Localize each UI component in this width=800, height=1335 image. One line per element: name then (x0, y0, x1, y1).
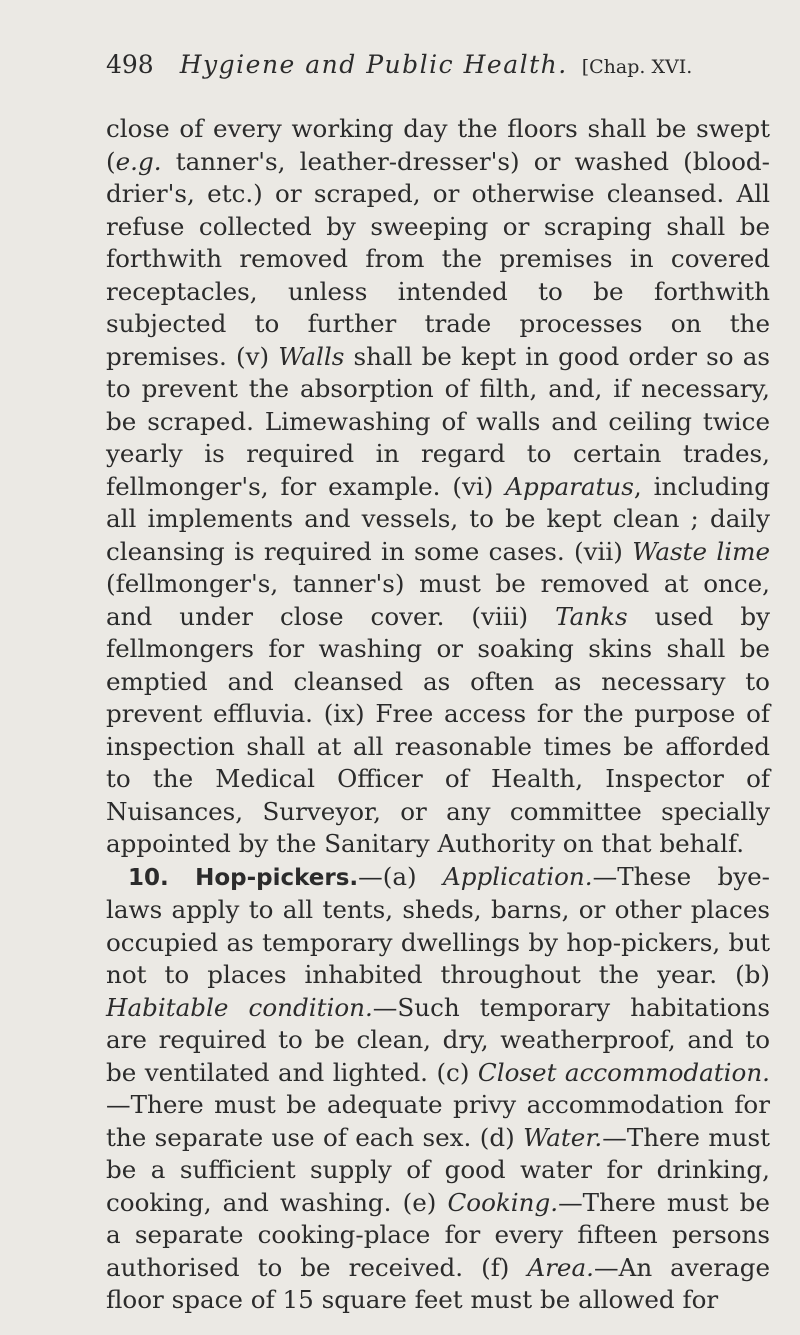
page-number: 498 (106, 50, 154, 79)
term-cooking: Cooking. (447, 1187, 559, 1217)
paragraph-regulations: close of every working day the floors shall be swept (e.g. tanner's, leather-dresser's) or washed (blood-drier's, etc.) or scraped, or otherwise cleansed. All refuse collected by sweeping or scraping shall be forthwith removed from the premises in covered receptacles, unless intended to be forthwith subjected to further trade processes on the premises. (v) Walls shall be kept in good order so as to prevent the absorption of filth, and, if necessary, be scraped. Limewashing of walls and ceiling twice yearly is required in regard to certain trades, fellmonger's, for example. (vi) Apparatus, including all implements and vessels, to be kept clean ; daily cleansing is required in some cases. (vii) Waste lime (fellmonger's, tanner's) must be removed at once, and under close cover. (viii) Tanks used by fellmongers for washing or soaking skins shall be emptied and cleansed as often as necessary to prevent effluvia. (ix) Free access for the purpose of inspection shall at all reasonable times be afforded to the Medical Officer of Health, Inspector of Nuisances, Surveyor, or any committee specially appointed by the Sanitary Authority on that behalf. (106, 114, 771, 858)
term-application: Application. (442, 861, 593, 891)
chapter-label: [Chap. XVI. (581, 56, 693, 78)
eg-abbrev: e.g. (115, 146, 162, 176)
paragraph-hop-pickers: 10. Hop-pickers.—(a) Application.—These bye-laws apply to all tents, sheds, barns, or other places occupied as temporary dwellings by hop-pickers, but not to places inhabited throughout the year. (b) Habitable condition.—Such temporary habitations are required to be clean, dry, weatherproof, and to be ventilated and lighted. (c) Closet accommodation.—There must be adequate privy accommodation for the separate use of each sex. (d) Water.—There must be a sufficient supply of good water for drinking, cooking, and washing. (e) Cooking.—There must be a separate cooking-place for every fifteen persons authorised to be received. (f) Area.—An average floor space of 15 square feet must be allowed for (106, 861, 771, 1314)
term-closet: Closet accommodation. (477, 1057, 771, 1087)
section-number: 10. (128, 864, 169, 891)
term-waste-lime: Waste lime (632, 536, 770, 566)
term-walls: Walls (278, 341, 345, 371)
section-heading: Hop-pickers. (195, 864, 359, 891)
term-water: Water. (523, 1122, 603, 1152)
term-apparatus: Apparatus (505, 471, 634, 501)
body-text (106, 113, 770, 1317)
running-title: Hygiene and Public Health. (179, 50, 568, 79)
term-habitable: Habitable condition. (106, 992, 373, 1022)
term-tanks: Tanks (555, 601, 628, 631)
term-area: Area. (527, 1252, 594, 1282)
running-head (106, 50, 800, 82)
